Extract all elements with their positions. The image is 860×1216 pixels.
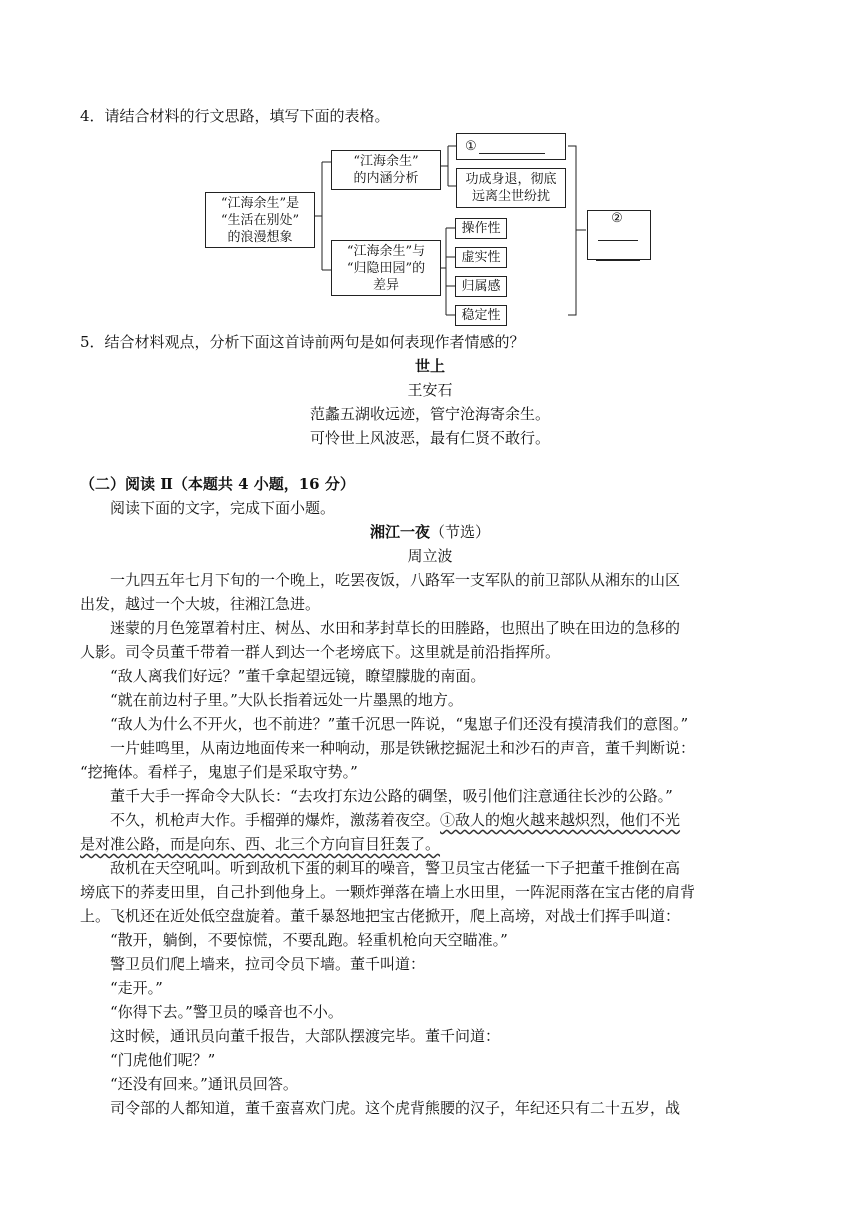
section-instruction: 阅读下面的文字，完成下面小题。 <box>110 499 336 517</box>
lower-line-2: “归隐田园”的 <box>346 260 426 276</box>
blank-2-line-2 <box>596 247 640 261</box>
article-line: “你得下去。”警卫员的嗓音也不小。 <box>110 1003 343 1021</box>
article-subtitle: （节选） <box>430 523 491 541</box>
article-title: 湘江一夜 <box>369 523 430 541</box>
diagram-retire-box <box>456 168 566 208</box>
poem-line-2: 可怜世上风波恶，最有仁贤不敢行。 <box>309 429 550 447</box>
root-line-1: “江海余生”是 <box>220 195 300 211</box>
article-line: 人影。司令员董千带着一群人到达一个老塝底下。这里就是前沿指挥所。 <box>80 643 561 661</box>
blank-1-line <box>479 140 545 154</box>
article-line: 董千大手一挥命令大队长：“去攻打东边公路的碉堡，吸引他们注意通往长沙的公路。” <box>110 787 673 805</box>
section-heading: （二）阅读 Ⅱ（本题共 4 小题，16 分） <box>80 475 355 493</box>
retire-line-1: 功成身退，彻底 <box>465 172 557 187</box>
diagram-root-box <box>205 192 315 248</box>
root-line-2: “生活在别处” <box>220 212 300 228</box>
diagram-item-stability: 稳定性 <box>455 305 507 326</box>
diagram-blank-1-box[interactable] <box>456 133 566 160</box>
article-line: “走开。” <box>110 979 163 997</box>
diagram-item-belonging: 归属感 <box>455 276 507 297</box>
lower-line-3: 差异 <box>372 277 399 293</box>
article-title-line <box>0 522 860 542</box>
article-line: “挖掩体。看样子，鬼崽子们是采取守势。” <box>80 763 358 781</box>
article-line: 塝底下的荞麦田里，自己扑到他身上。一颗炸弹落在墙上水田里，一阵泥雨落在宝古佬的肩背 <box>80 883 696 901</box>
article-line <box>80 834 440 854</box>
article-line: 一片蛙鸣里，从南边地面传来一种响动，那是铁锹挖掘泥土和沙石的声音，董千判断说： <box>110 739 696 757</box>
retire-line-2: 远离尘世纷扰 <box>471 189 550 204</box>
article-line: “散开，躺倒，不要惊慌，不要乱跑。轻重机枪向天空瞄准。” <box>110 931 508 949</box>
root-line-3: 的浪漫想象 <box>227 229 293 245</box>
article-line: “就在前边村子里。”大队长指着远处一片墨黑的地方。 <box>110 691 463 709</box>
diagram-blank-2-box[interactable] <box>587 210 651 260</box>
diagram-lower-box <box>331 240 441 296</box>
article-author: 周立波 <box>407 547 453 565</box>
marked-sentence-1-cont: 是对准公路，而是向东、西、北三个方向盲目狂轰了。 <box>80 835 441 853</box>
article-line: 出发，越过一个大坡，往湘江急进。 <box>80 595 321 613</box>
article-line: “门虎他们呢？” <box>110 1051 216 1069</box>
diagram-item-reality: 虚实性 <box>455 247 507 268</box>
poem-title: 世上 <box>414 357 445 375</box>
poem-line-1: 范蠡五湖收远迹，管宁沧海寄余生。 <box>309 405 550 423</box>
upper-line-2: 的内涵分析 <box>353 171 419 186</box>
article-line: “还没有回来。”通讯员回答。 <box>110 1075 298 1093</box>
article-line <box>110 810 680 830</box>
article-line: 司令部的人都知道，董千蛮喜欢门虎。这个虎背熊腰的汉子，年纪还只有二十五岁，战 <box>110 1099 681 1117</box>
article-line: “敌人离我们好远？”董千拿起望远镜，瞭望朦胧的南面。 <box>110 667 486 685</box>
lower-line-1: “江海余生”与 <box>346 243 426 259</box>
blank-2-line-1 <box>598 227 638 241</box>
blank-1-label: ① <box>465 139 477 154</box>
question-4: 4．请结合材料的行文思路，填写下面的表格。 <box>80 107 390 125</box>
article-line: 这时候，通讯员向董千报告，大部队摆渡完毕。董千问道： <box>110 1027 501 1045</box>
blank-2-label: ② <box>611 210 623 226</box>
marked-sentence-1: ①敌人的炮火越来越炽烈，他们不光 <box>440 811 681 829</box>
diagram-item-operability: 操作性 <box>455 218 507 239</box>
article-line: “敌人为什么不开火，也不前进？”董千沉思一阵说，“鬼崽子们还没有摸清我们的意图。” <box>110 715 689 733</box>
poem-author: 王安石 <box>407 381 453 399</box>
article-line: 一九四五年七月下旬的一个晚上，吃罢夜饭，八路军一支军队的前卫部队从湘东的山区 <box>110 571 681 589</box>
article-line: 迷蒙的月色笼罩着村庄、树丛、水田和茅封草长的田塍路，也照出了映在田边的急移的 <box>110 619 681 637</box>
article-line: 上。飞机还在近处低空盘旋着。董千暴怒地把宝古佬掀开，爬上高塝，对战士们挥手叫道： <box>80 907 681 925</box>
diagram-upper-box <box>331 150 441 190</box>
upper-line-1: “江海余生” <box>353 154 419 169</box>
article-line: 敌机在天空吼叫。听到敌机下蛋的刺耳的噪音，警卫员宝古佬猛一下子把董千推倒在高 <box>110 859 681 877</box>
article-line: 警卫员们爬上墙来，拉司令员下墙。董千叫道： <box>110 955 426 973</box>
article-text: 不久，机枪声大作。手榴弹的爆炸，激荡着夜空。 <box>110 811 441 829</box>
question-5: 5．结合材料观点，分析下面这首诗前两句是如何表现作者情感的？ <box>80 333 525 351</box>
